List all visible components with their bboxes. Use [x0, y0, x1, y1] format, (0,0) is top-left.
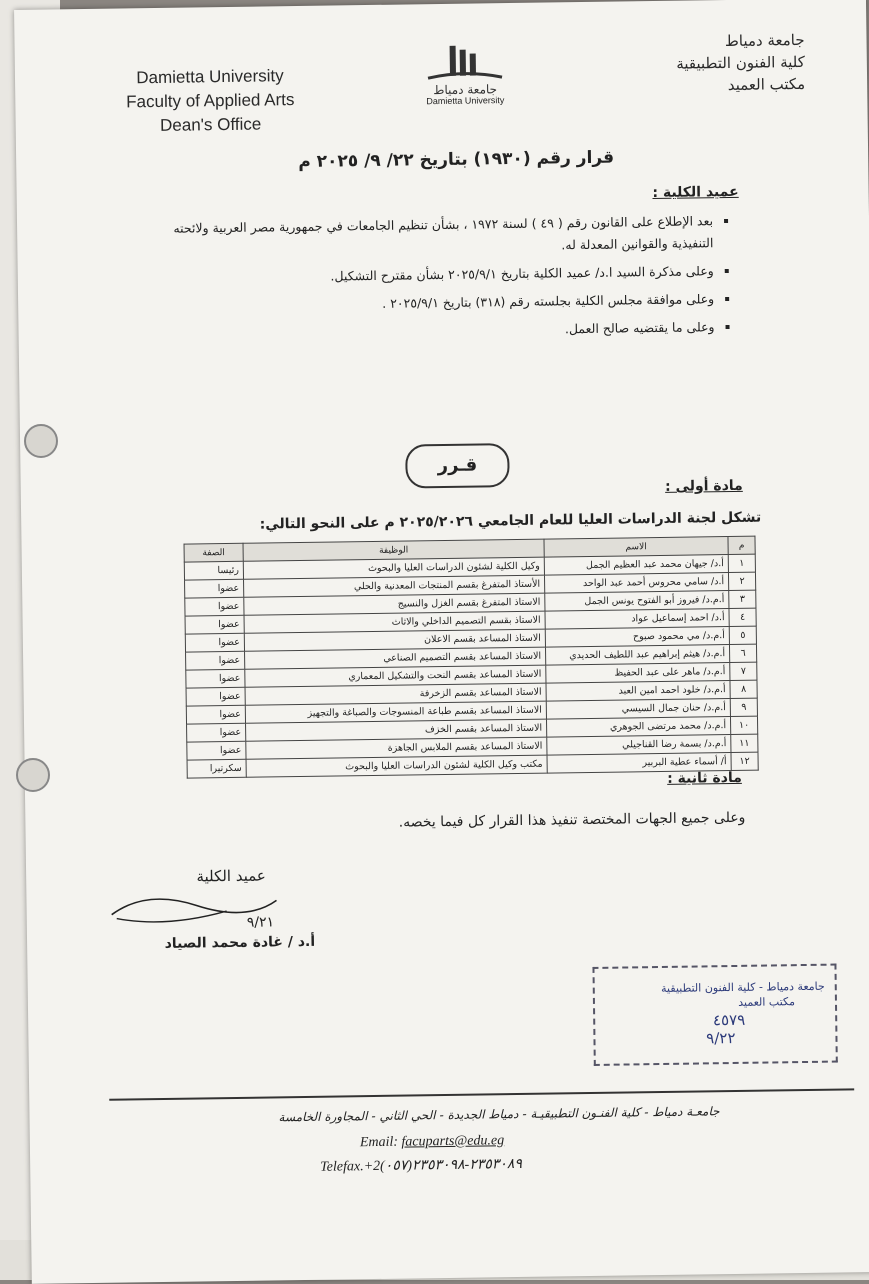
member-name: أ.د/ جيهان محمد عبد العظيم الجمل [544, 555, 728, 576]
member-name: أ.م.د/ فيروز أبو الفتوح يونس الجمل [545, 591, 729, 612]
row-number: ٨ [730, 680, 757, 698]
article-two-text: وعلى جميع الجهات المختصة تنفيذ هذا القرار كل فيما يخصه. [398, 809, 746, 831]
row-number: ١ [728, 554, 755, 572]
logo-text: Damietta University [426, 95, 505, 107]
article-two-title: مادة ثانية : [667, 769, 742, 787]
member-name: أ.م.د/ خلود احمد امين العبد [546, 681, 730, 702]
punch-hole [16, 758, 50, 792]
member-position: الاستاذ المساعد بقسم التصميم الصناعي [245, 647, 546, 669]
decree-document [14, 0, 869, 1284]
logo-arabic-text: جامعة دمياط [433, 82, 498, 98]
member-role: عضوا [187, 723, 246, 742]
member-name: أ.م.د/ مي محمود صبوح [545, 627, 729, 648]
member-role: عضوا [185, 615, 244, 634]
stamp-office: مكتب العميد [738, 995, 796, 1009]
footer-divider [109, 1088, 854, 1100]
footer-email [360, 1131, 640, 1151]
member-name: أ.م.د/ ماهر على عبد الحفيظ [546, 663, 730, 684]
member-role: عضوا [186, 705, 245, 724]
member-name: أ/ أسماء عطية البربير [547, 753, 731, 774]
member-name: أ.د/ احمد إسماعيل عواد [545, 609, 729, 630]
col-header-role: الصفة [184, 543, 243, 562]
arabic-letterhead [644, 29, 805, 97]
punch-hole [24, 424, 58, 458]
logo-emblem-icon [410, 41, 521, 99]
member-role: عضوا [187, 741, 246, 760]
member-role: عضوا [186, 669, 245, 688]
member-role: عضوا [186, 651, 245, 670]
member-role: عضوا [185, 633, 244, 652]
handwritten-signature [106, 882, 287, 935]
member-position: الاستاذ المتفرغ بقسم الغزل والنسيج [244, 593, 545, 615]
article-one-text: تشكل لجنة الدراسات العليا للعام الجامعي ٢٠٢٥/٢٠٢٦ م على النحو التالي: [259, 509, 762, 533]
stamp-date: ٩/٢٢ [706, 1028, 736, 1048]
row-number: ١٠ [730, 716, 757, 734]
committee-table [184, 536, 759, 779]
stamp-number: ٤٥٧٩ [712, 1010, 746, 1030]
member-name: أ.م.د/ محمد مرتضى الجوهري [546, 717, 730, 738]
email-link[interactable]: facuparts@edu.eg [401, 1133, 505, 1150]
col-header-position: الوظيفة [243, 539, 544, 561]
row-number: ٦ [729, 644, 756, 662]
university-logo [410, 41, 521, 115]
footer-address: جامعـة دمياط - كلية الفنـون التطبيقيـة - دمياط الجديدة - الحي الثاني - المجاورة الخامسة [278, 1104, 720, 1125]
faculty-name-ar: كلية الفنون التطبيقية [676, 52, 805, 73]
member-role: رئيسا [184, 561, 243, 580]
email-label: Email: [359, 1134, 399, 1151]
article-one-title: مادة أولى : [664, 477, 743, 495]
member-name: أ.م.د/ هيثم إبراهيم عبد اللطيف الحديدي [545, 645, 729, 666]
receipt-stamp [592, 964, 837, 1066]
row-number: ١١ [731, 734, 758, 752]
row-number: ٥ [729, 626, 756, 644]
addressee: عميد الكلية : [652, 183, 739, 202]
office-name-ar: مكتب العميد [727, 74, 806, 94]
member-position: الاستاذ المساعد بقسم النحت والتشكيل المعماري [245, 665, 546, 687]
member-position: الاستاذ المساعد بقسم طباعة المنسوجات والصباغة والتجهيز [245, 701, 546, 723]
english-letterhead [110, 64, 311, 139]
signature-date: ٩/٢١ [246, 914, 275, 931]
member-position: الاستاذ المساعد بقسم الملابس الجاهزة [246, 737, 547, 759]
row-number: ٢ [728, 572, 755, 590]
member-role: سكرتيرا [187, 759, 246, 778]
member-position: الاستاذ المساعد بقسم الزخرفة [245, 683, 546, 705]
footer-telefax: Telefax.+2(٠٥٧)٢٣٥٣٠٨٩-٢٣٥٣٠٩٨ [320, 1156, 523, 1175]
preamble-item: ▪ وعلى ما يقتضيه صالح العمل. [168, 316, 714, 346]
preamble [167, 210, 729, 352]
member-name: أ.د/ سامي محروس أحمد عبد الواحد [544, 573, 728, 594]
member-position: مكتب وكيل الكلية لشئون الدراسات العليا والبحوث [246, 755, 547, 777]
row-number: ١٢ [731, 752, 758, 770]
signature-title: عميد الكلية [196, 866, 266, 886]
stamp-line: جامعة دمياط - كلية الفنون التطبيقية [661, 979, 825, 996]
member-position: الاستاذ بقسم التصميم الداخلي والاثاث [244, 611, 545, 633]
university-name-ar: جامعة دمياط [724, 30, 805, 51]
row-number: ٩ [730, 698, 757, 716]
member-name: أ.م.د/ بسمة رضا القناجيلي [547, 735, 731, 756]
faculty-name-en: Faculty of Applied Arts [126, 90, 295, 112]
member-position: الاستاذ المساعد بقسم الخزف [246, 719, 547, 741]
decree-title: قرار رقم (١٩٣٠) بتاريخ ٢٢/ ٩/ ٢٠٢٥ م [298, 147, 615, 172]
office-name-en: Dean's Office [159, 114, 262, 135]
member-position: وكيل الكلية لشئون الدراسات العليا والبحوث [243, 557, 544, 579]
member-position: الاستاذ المساعد بقسم الاعلان [244, 629, 545, 651]
member-name: أ.م.د/ حنان جمال السيسي [546, 699, 730, 720]
decision-word: قـرر [405, 443, 510, 488]
signatory-name: أ.د / غادة محمد الصياد [164, 933, 316, 952]
row-number: ٧ [730, 662, 757, 680]
preamble-item: ▪ وعلى موافقة مجلس الكلية بجلسته رقم (٣١٨) بتاريخ ٢٠٢٥/٩/١ . [168, 288, 714, 318]
col-header-name: الاسم [544, 537, 728, 558]
member-role: عضوا [185, 579, 244, 598]
preamble-item: ▪ وعلى مذكرة السيد ا.د/ عميد الكلية بتاريخ ٢٠٢٥/٩/١ بشأن مقترح التشكيل. [168, 260, 714, 290]
member-position: الأستاذ المتفرغ بقسم المنتجات المعدنية والحلي [244, 575, 545, 597]
row-number: ٣ [729, 590, 756, 608]
col-header-number: م [728, 536, 755, 554]
preamble-item: ▪ بعد الإطلاع على القانون رقم ( ٤٩ ) لسنة ١٩٧٢ ، بشأن تنظيم الجامعات في جمهورية مصر العربية ولائحته التنفيذية والقوانين المعدلة له. [167, 210, 714, 262]
member-role: عضوا [185, 597, 244, 616]
university-name-en: Damietta University [136, 66, 284, 88]
member-role: عضوا [186, 687, 245, 706]
row-number: ٤ [729, 608, 756, 626]
